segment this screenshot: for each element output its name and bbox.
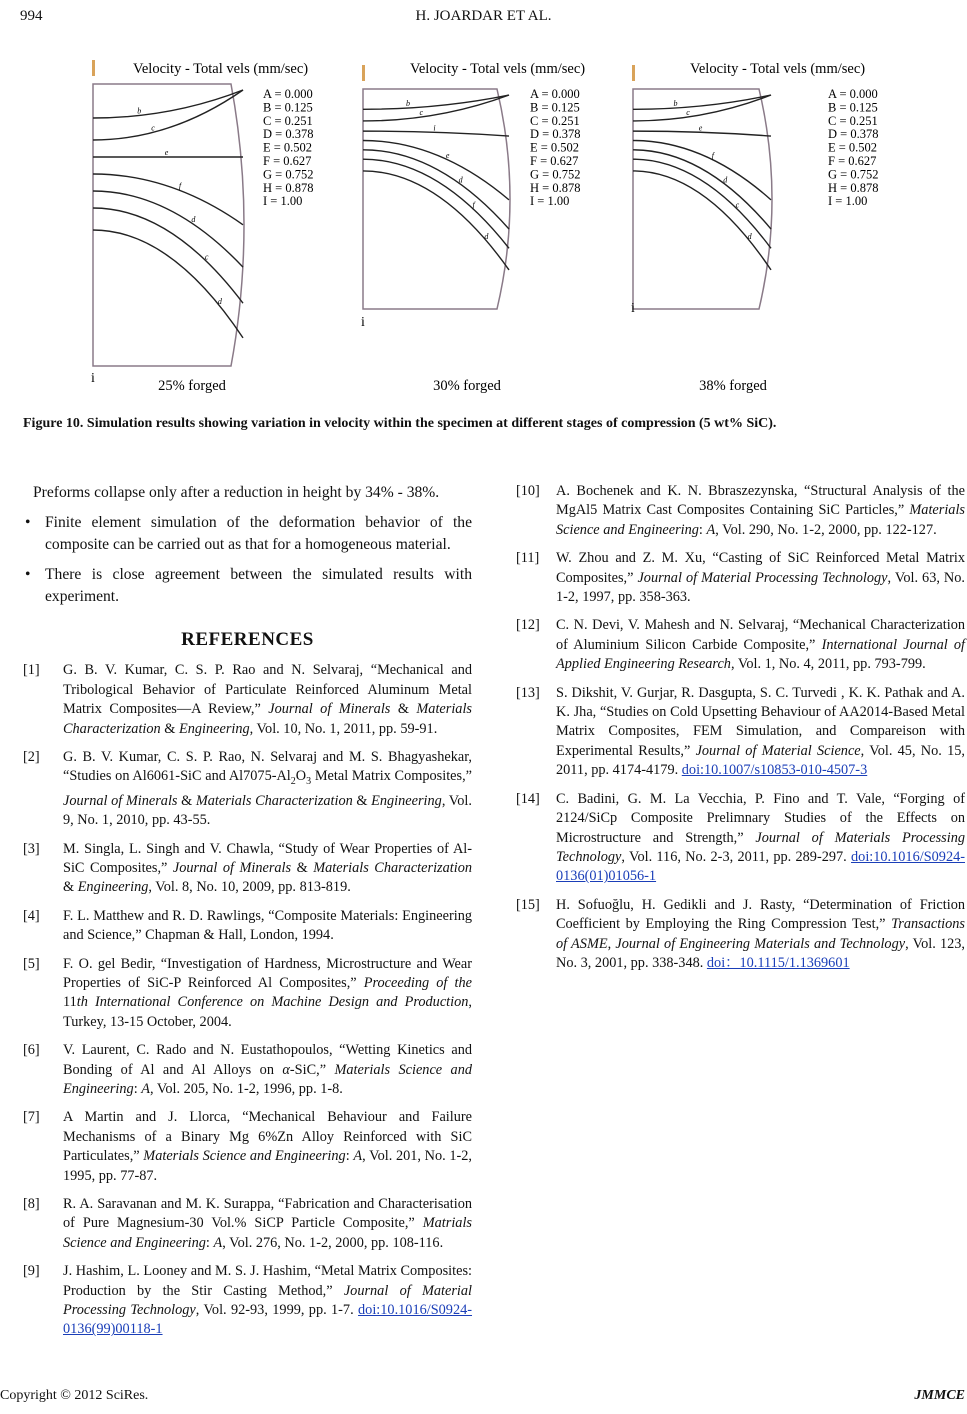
velocity-contour bbox=[93, 174, 243, 225]
reference-item bbox=[516, 482, 965, 540]
reference-text: & bbox=[160, 720, 179, 737]
node-marker: i bbox=[91, 371, 95, 386]
legend-entry: A = 0.000 bbox=[530, 87, 580, 101]
contour-label: c bbox=[204, 252, 209, 262]
running-header: H. JOARDAR ET AL. bbox=[415, 8, 552, 24]
reference-text: W. Zhou and Z. M. Xu, “Casting of SiC Reinforced Metal Matrix Composites,” bbox=[556, 550, 965, 586]
reference-italic: Journal of Material Processing Technology bbox=[637, 569, 888, 586]
reference-italic: International Journal of Applied Engineering Research bbox=[556, 636, 965, 673]
reference-text: , Vol. 1, No. 4, 2011, pp. 793-799. bbox=[730, 656, 926, 673]
legend-entry: F = 0.627 bbox=[530, 154, 579, 168]
reference-number: [3] bbox=[23, 840, 40, 857]
reference-text: , Vol. 201, No. 1-2, 1995, pp. 77-87. bbox=[63, 1148, 472, 1184]
reference-text: V. Laurent, C. Rado and N. Eustathopoulos, “Wetting Kinetics and Bonding of Al and Al Alloys on bbox=[63, 1042, 472, 1078]
velocity-panel-2 bbox=[361, 61, 585, 394]
reference-item bbox=[23, 1041, 472, 1099]
reference-text: -SiC,” bbox=[289, 1061, 335, 1078]
subscript: 2 bbox=[290, 776, 296, 788]
footer-journal: JMMCE bbox=[914, 1388, 965, 1403]
contour-label: c bbox=[151, 123, 155, 133]
reference-number: [14] bbox=[516, 790, 540, 807]
reference-text: , Turkey, 13-15 October, 2004. bbox=[63, 994, 472, 1030]
reference-item bbox=[516, 790, 965, 887]
reference-text: F. O. gel Bedir, “Investigation of Hardness, Microstructure and Wear Properties of SiC-P Reinforced Al Composites,” bbox=[63, 955, 472, 991]
reference-italic: Matrials Science and Engineering bbox=[63, 1215, 472, 1251]
reference-list bbox=[23, 482, 965, 1375]
reference-text: S. Dikshit, V. Gurjar, R. Dasgupta, S. C. Turvedi , K. K. Pathak and A. K. Jha, “Studies on Cold Upsetting Behaviour of AA2014-Based Metal Matrix Composites, FEM Simulation, and Compareison with Experimental Results,” bbox=[556, 684, 965, 759]
reference-text: : bbox=[698, 521, 707, 538]
legend-entry: I = 1.00 bbox=[828, 194, 868, 209]
references-heading: REFERENCES bbox=[181, 629, 314, 650]
reference-item bbox=[23, 661, 472, 739]
reference-italic: A bbox=[706, 521, 716, 538]
reference-italic: Engineering bbox=[77, 879, 149, 896]
legend-entry: F = 0.627 bbox=[828, 154, 877, 168]
conclusion-paragraph: Preforms collapse only after a reduction in height by 34% - 38%. bbox=[33, 484, 440, 501]
velocity-panel-1 bbox=[91, 60, 313, 394]
reference-text: G. B. V. Kumar, C. S. P. Rao, N. Selvaraj and M. S. Bhagyashekar, “Studies on Al6061-SiC and Al7075-Al bbox=[63, 749, 472, 785]
reference-number: [12] bbox=[516, 617, 540, 634]
specimen-outline bbox=[363, 89, 510, 309]
die-marker bbox=[362, 65, 365, 81]
bullet-item: • There is close agreement between the simulated results with experiment. bbox=[23, 564, 472, 608]
reference-number: [7] bbox=[23, 1109, 40, 1126]
reference-italic: Journal of Minerals bbox=[268, 701, 391, 718]
reference-italic: Journal of Material Science bbox=[695, 742, 861, 759]
reference-text: , bbox=[607, 935, 616, 952]
node-marker: i bbox=[631, 301, 635, 316]
subscript: 3 bbox=[306, 776, 312, 788]
contour-label: d bbox=[747, 231, 752, 241]
reference-number: [5] bbox=[23, 955, 40, 972]
reference-italic: Engineering bbox=[178, 720, 250, 737]
reference-italic: Engineering bbox=[371, 792, 442, 809]
contour-label: d bbox=[217, 297, 222, 307]
legend-entry: B = 0.125 bbox=[530, 100, 580, 115]
reference-text: Metal Matrix Composites,” bbox=[311, 768, 472, 785]
reference-text: : bbox=[205, 1234, 214, 1251]
reference-number: [9] bbox=[23, 1263, 40, 1280]
reference-italic: Materials Characterization bbox=[313, 859, 472, 876]
legend-entry: D = 0.378 bbox=[263, 127, 314, 142]
footer-copyright: Copyright © 2012 SciRes. bbox=[0, 1388, 149, 1403]
reference-italic: th International Conference on Machine Design and Production bbox=[76, 994, 469, 1011]
reference-italic: Journal of Material Processing Technology bbox=[63, 1282, 472, 1319]
reference-italic: A bbox=[141, 1080, 150, 1097]
reference-item bbox=[516, 549, 965, 607]
reference-italic: Journal of Minerals bbox=[63, 792, 178, 809]
legend-entry: D = 0.378 bbox=[530, 127, 581, 142]
velocity-panel-3 bbox=[631, 61, 878, 394]
legend-entry: D = 0.378 bbox=[828, 127, 879, 142]
contour-label: d bbox=[723, 175, 728, 185]
reference-italic: Materials Science and Engineering bbox=[556, 502, 965, 538]
reference-item bbox=[516, 684, 965, 781]
reference-number: [15] bbox=[516, 896, 540, 913]
reference-italic: Transactions of ASME bbox=[556, 916, 965, 952]
legend-entry: E = 0.502 bbox=[828, 140, 878, 155]
specimen-outline bbox=[633, 89, 772, 309]
velocity-contour bbox=[633, 140, 771, 199]
velocity-contour bbox=[363, 171, 509, 270]
node-marker: i bbox=[361, 315, 365, 330]
reference-number: [6] bbox=[23, 1042, 40, 1059]
reference-item bbox=[516, 896, 965, 974]
doi-link[interactable]: doi:10.1016/S0924-0136(01)01056-1 bbox=[556, 848, 965, 885]
reference-text: , Vol. 92-93, 1999, pp. 1-7. bbox=[195, 1302, 359, 1319]
reference-number: [8] bbox=[23, 1196, 40, 1213]
legend-entry: C = 0.251 bbox=[828, 113, 878, 128]
reference-number: [4] bbox=[23, 907, 40, 924]
reference-italic: Journal of Minerals bbox=[172, 859, 292, 876]
bullet-item: • Finite element simulation of the deformation behavior of the composite can be carried out as that for a homogeneous material. bbox=[23, 512, 472, 556]
reference-text: M. Singla, L. Singh and V. Chawla, “Study of Wear Properties of Al-SiC Composites,” bbox=[63, 840, 472, 876]
reference-text: C. N. Devi, V. Mahesh and N. Selvaraj, “Mechanical Characterization of Aluminium Silicon Carbide Composite,” bbox=[556, 617, 965, 653]
reference-text: , Vol. 45, No. 15, 2011, pp. 4174-4179. bbox=[556, 742, 965, 779]
reference-item bbox=[23, 748, 472, 830]
figure-caption: Figure 10. Simulation results showing variation in velocity within the specimen at different stages of compression (5 wt% SiC). bbox=[23, 416, 777, 431]
reference-italic: Journal of Engineering Materials and Technology bbox=[615, 935, 906, 952]
reference-italic: Materials Science and Engineering bbox=[63, 1061, 472, 1097]
panel-caption: 25% forged bbox=[158, 378, 226, 394]
reference-italic: A bbox=[353, 1148, 363, 1165]
legend-entry: H = 0.878 bbox=[828, 180, 879, 195]
reference-text: , Vol. 290, No. 1-2, 2000, pp. 122-127. bbox=[715, 521, 937, 538]
contour-label: c bbox=[735, 200, 740, 210]
reference-italic: Journal of Materials Processing Technology bbox=[556, 829, 965, 865]
velocity-contour bbox=[363, 131, 509, 136]
legend-entry: C = 0.251 bbox=[530, 113, 580, 128]
contour-label: b bbox=[673, 98, 678, 108]
legend-entry: F = 0.627 bbox=[263, 154, 312, 168]
reference-text: & bbox=[352, 792, 372, 809]
page-number: 994 bbox=[20, 8, 43, 24]
die-marker bbox=[92, 60, 95, 76]
reference-text: , Vol. 116, No. 2-3, 2011, pp. 289-297. bbox=[621, 848, 852, 865]
contour-label: f bbox=[711, 150, 715, 160]
contour-label: f bbox=[178, 181, 182, 191]
contour-label: c bbox=[686, 108, 690, 118]
legend-entry: B = 0.125 bbox=[828, 100, 878, 115]
contour-label: b bbox=[406, 98, 411, 108]
contour-label: b bbox=[137, 106, 142, 116]
reference-text: F. L. Matthew and R. D. Rawlings, “Composite Materials: Engineering and Science,” Chapman & Hall, London, 1994. bbox=[63, 907, 472, 944]
panel-caption: 30% forged bbox=[433, 378, 501, 394]
reference-text: , Vol. 9, No. 1, 2010, pp. 43-55. bbox=[63, 792, 472, 829]
reference-text: , Vol. 10, No. 1, 2011, pp. 59-91. bbox=[249, 720, 438, 737]
specimen-outline bbox=[93, 84, 244, 366]
two-column-text bbox=[23, 482, 965, 1375]
contour-label: e bbox=[164, 148, 169, 157]
contour-label: d bbox=[458, 175, 463, 185]
doi-link[interactable]: doi:10.1016/S0924-0136(99)00118-1 bbox=[63, 1302, 473, 1338]
reference-text: A. Bochenek and K. N. Bbraszezynska, “Structural Analysis of the MgAl5 Matrix Cast Composites Containing SiC Particles,” bbox=[556, 483, 965, 519]
die-marker bbox=[632, 65, 635, 81]
reference-number: [2] bbox=[23, 749, 40, 766]
reference-number: [11] bbox=[516, 550, 540, 567]
legend-entry: G = 0.752 bbox=[263, 167, 314, 182]
panel-title: Velocity - Total vels (mm/sec) bbox=[410, 61, 586, 77]
reference-text: : bbox=[133, 1080, 142, 1097]
legend-entry: B = 0.125 bbox=[263, 100, 313, 115]
contour-label: e bbox=[698, 123, 703, 133]
figure-10 bbox=[0, 0, 967, 405]
panel-title: Velocity - Total vels (mm/sec) bbox=[133, 61, 309, 77]
legend-entry: C = 0.251 bbox=[263, 113, 313, 128]
reference-text: & bbox=[390, 701, 417, 718]
reference-item bbox=[23, 1108, 472, 1186]
doi-link[interactable]: doi:10.1007/s10853-010-4507-3 bbox=[681, 762, 868, 779]
reference-text: : bbox=[345, 1148, 354, 1165]
reference-italic: α bbox=[282, 1061, 290, 1078]
reference-number: [1] bbox=[23, 662, 40, 679]
legend-entry: H = 0.878 bbox=[530, 180, 581, 195]
reference-text: , Vol. 123, No. 3, 2001, pp. 338-348. bbox=[556, 935, 965, 971]
contour-label: e bbox=[445, 150, 450, 160]
reference-text: J. Hashim, L. Looney and M. S. J. Hashim, “Metal Matrix Composites: Production by the Stir Casting Method,” bbox=[63, 1263, 472, 1299]
contour-label: c bbox=[419, 108, 424, 118]
reference-text: , Vol. 63, No. 1-2, 1997, pp. 358-363. bbox=[556, 569, 965, 606]
legend-entry: A = 0.000 bbox=[828, 87, 878, 101]
legend-entry: G = 0.752 bbox=[828, 167, 879, 182]
reference-italic: Materials Characterization bbox=[63, 701, 472, 737]
reference-item bbox=[23, 1195, 472, 1253]
reference-text: R. A. Saravanan and M. K. Surappa, “Fabrication and Characterisation of Pure Magnesium-30 Vol.% SiCP Particle Composite,” bbox=[63, 1196, 472, 1232]
legend-entry: I = 1.00 bbox=[530, 194, 570, 209]
reference-italic: Proceeding of the bbox=[363, 974, 472, 991]
contour-label: i bbox=[433, 123, 436, 133]
reference-text: & bbox=[63, 879, 78, 896]
reference-item bbox=[23, 907, 472, 946]
legend-entry: I = 1.00 bbox=[263, 194, 303, 209]
reference-text: A Martin and J. Llorca, “Mechanical Behaviour and Failure Mechanisms of a Binary Mg 6%Zn Alloy Reinforced with SiC Particulates,” bbox=[63, 1109, 472, 1165]
legend-entry: G = 0.752 bbox=[530, 167, 581, 182]
reference-text: , Vol. 205, No. 1-2, 1996, pp. 1-8. bbox=[149, 1080, 343, 1097]
reference-item bbox=[516, 616, 965, 674]
reference-number: [13] bbox=[516, 684, 540, 701]
reference-italic: Materials Science and Engineering bbox=[143, 1148, 346, 1165]
contour-label: f bbox=[472, 200, 475, 210]
contour-label: d bbox=[484, 231, 489, 241]
reference-text: C. Badini, G. M. La Vecchia, P. Fino and T. Vale, “Forging of 2124/SiCp Composite Prelimnary Studies of the Effects on Microstructure and Strength,” bbox=[556, 790, 965, 846]
legend-entry: H = 0.878 bbox=[263, 180, 314, 195]
legend-entry: A = 0.000 bbox=[263, 87, 313, 101]
reference-text: , Vol. 276, No. 1-2, 2000, pp. 108-116. bbox=[222, 1234, 444, 1251]
panel-caption: 38% forged bbox=[699, 378, 767, 394]
reference-number: [10] bbox=[516, 483, 540, 499]
reference-text: 11 bbox=[63, 994, 77, 1011]
reference-text: & bbox=[177, 792, 196, 809]
reference-item bbox=[23, 1262, 472, 1340]
reference-italic: Materials Characterization bbox=[195, 792, 353, 809]
contour-label: d bbox=[191, 215, 196, 225]
reference-text: G. B. V. Kumar, C. S. P. Rao and N. Selvaraj, “Mechanical and Tribological Behavior of Particulate Reinforced Aluminum Metal Matrix Composites—A Review,” bbox=[63, 662, 472, 718]
doi-link[interactable]: doi：10.1115/1.1369601 bbox=[706, 954, 850, 971]
legend-entry: E = 0.502 bbox=[530, 140, 580, 155]
panel-title: Velocity - Total vels (mm/sec) bbox=[690, 61, 866, 77]
reference-text: H. Sofuoğlu, H. Gedikli and J. Rasty, “Determination of Friction Coefficient by Employing the Ring Compression Test,” bbox=[556, 896, 965, 933]
legend-entry: E = 0.502 bbox=[263, 140, 313, 155]
reference-text: & bbox=[291, 859, 314, 876]
reference-text: , Vol. 8, No. 10, 2009, pp. 813-819. bbox=[148, 879, 351, 896]
reference-italic: A bbox=[213, 1234, 223, 1251]
reference-item bbox=[23, 955, 472, 1033]
reference-item bbox=[23, 840, 472, 898]
velocity-contour bbox=[633, 171, 771, 270]
reference-text: O bbox=[295, 768, 307, 785]
velocity-contour bbox=[363, 140, 509, 199]
